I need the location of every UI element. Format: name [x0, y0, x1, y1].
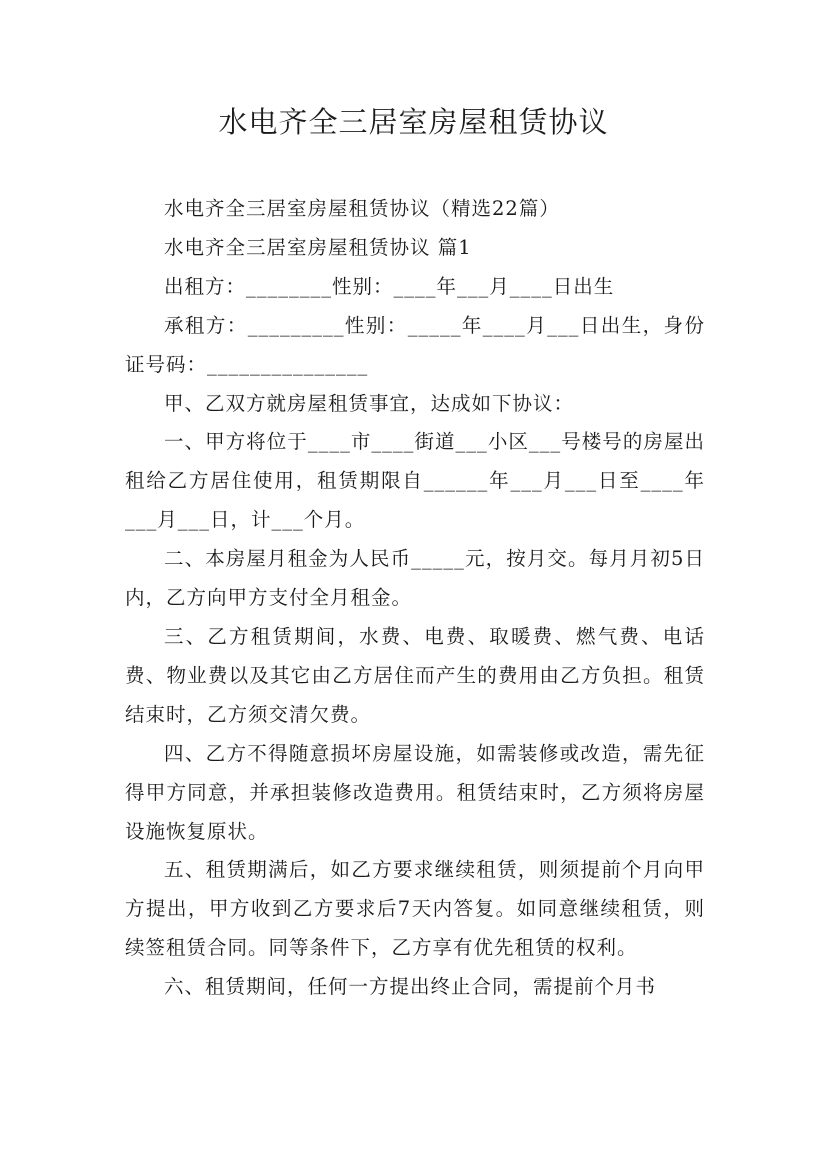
clause-2: 二、本房屋月租金为人民币_____元，按月交。每月月初5日内，乙方向甲方支付全月租金。	[125, 547, 705, 610]
lessor-line: 出租方：________性别：____年___月____日出生	[164, 274, 615, 298]
doc-subtitle: 水电齐全三居室房屋租赁协议（精选22篇）	[164, 197, 560, 220]
document-body	[125, 190, 705, 1007]
document-title: 水电齐全三居室房屋租赁协议	[218, 105, 609, 139]
lessee-line: 承租方：_________性别：_____年____月___日出生，身份证号码：_______________	[125, 313, 705, 376]
doc-section-heading: 水电齐全三居室房屋租赁协议 篇1	[164, 235, 472, 259]
clause-5: 五、租赁期满后，如乙方要求继续租赁，则须提前个月向甲方提出，甲方收到乙方要求后7天内答复。如同意继续租赁，则续签租赁合同。同等条件下，乙方享有优先租赁的权利。	[125, 858, 705, 960]
clause-4: 四、乙方不得随意损坏房屋设施，如需装修或改造，需先征得甲方同意，并承担装修改造费用。租赁结束时，乙方须将房屋设施恢复原状。	[125, 741, 705, 843]
clause-3: 三、乙方租赁期间，水费、电费、取暖费、燃气费、电话费、物业费以及其它由乙方居住而产生的费用由乙方负担。租赁结束时，乙方须交清欠费。	[125, 624, 705, 726]
clause-6: 六、租赁期间，任何一方提出终止合同，需提前个月书	[164, 975, 657, 999]
clause-1: 一、甲方将位于____市____街道___小区___号楼号的房屋出租给乙方居住使用，租赁期限自______年___月___日至____年___月___日，计___个月。	[125, 430, 705, 532]
agreement-intro: 甲、乙双方就房屋租赁事宜，达成如下协议：	[164, 391, 575, 415]
